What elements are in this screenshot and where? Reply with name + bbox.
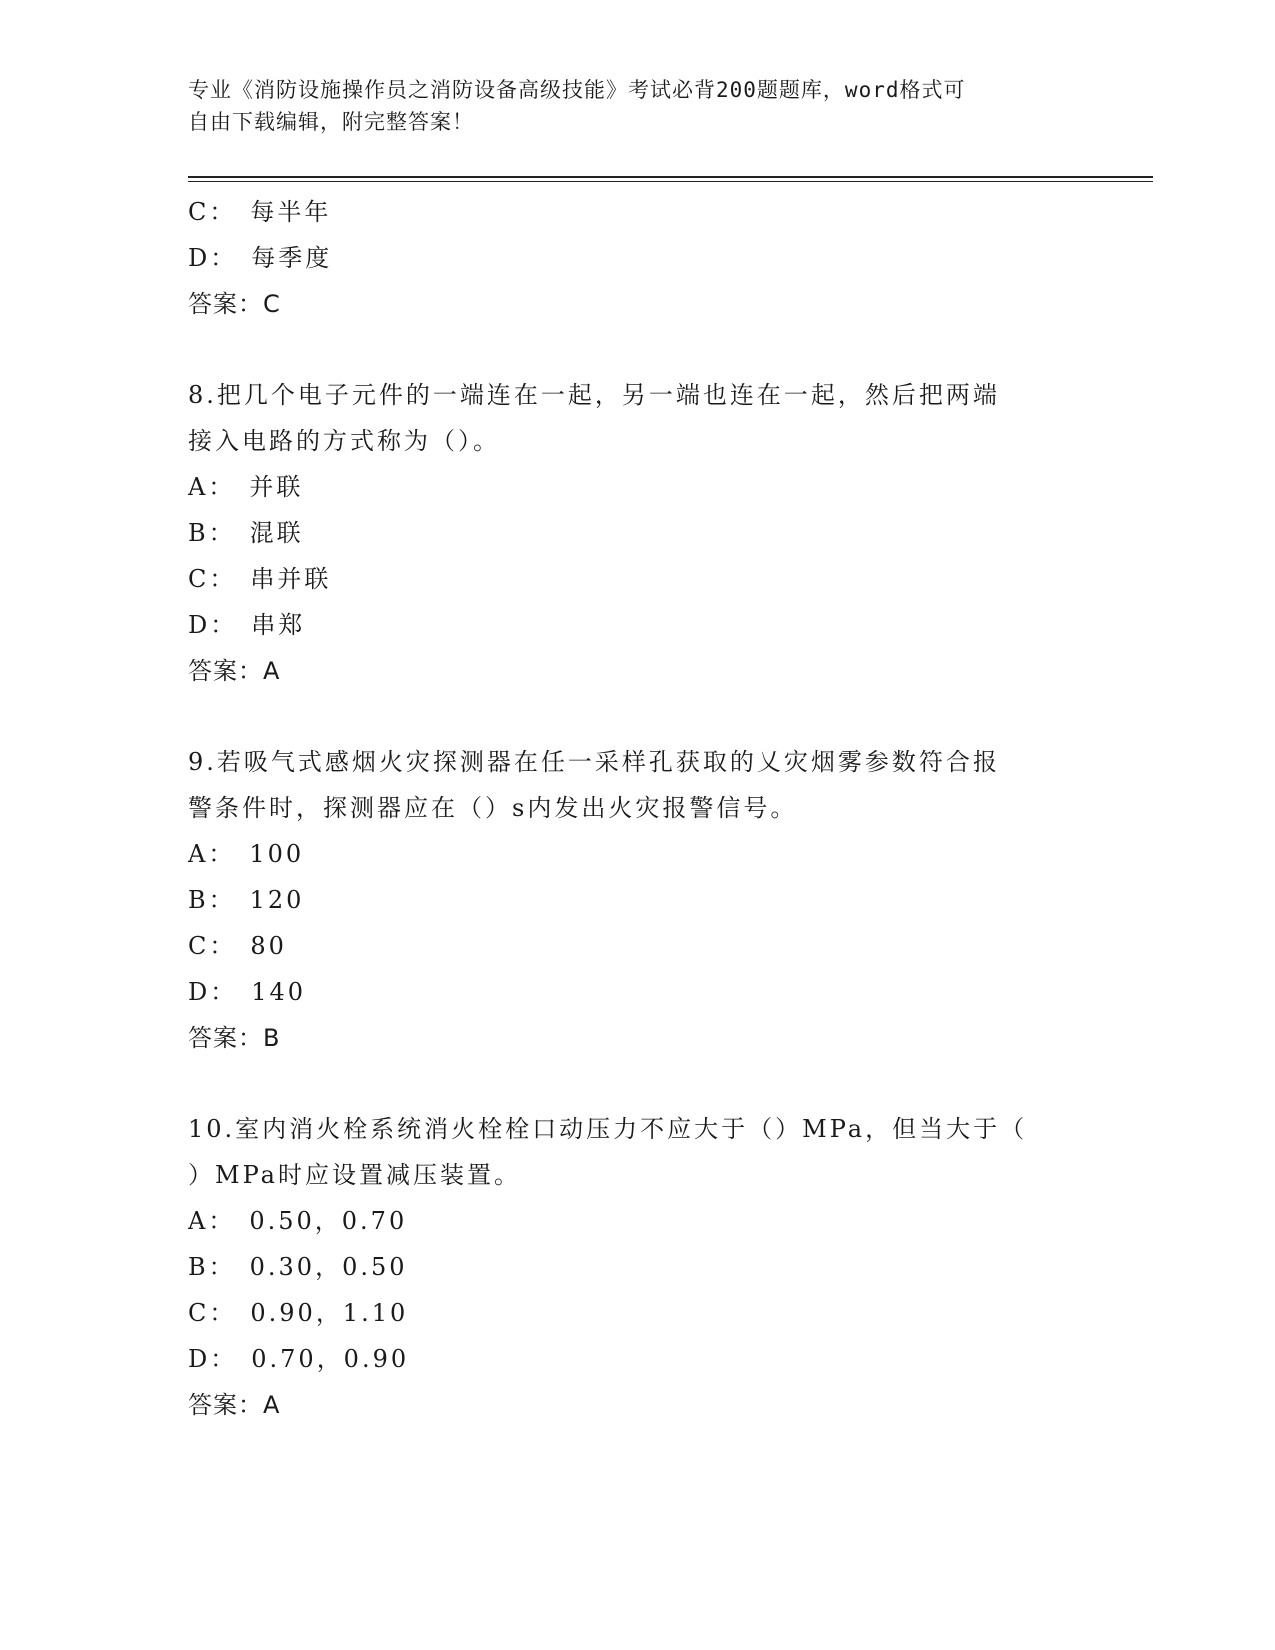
question-9 — [188, 739, 1088, 1061]
option-c — [188, 923, 1088, 969]
option-a — [188, 1198, 1088, 1244]
option-key: B： — [188, 519, 236, 547]
option-b — [188, 877, 1088, 923]
header-line-1: 专业《消防设施操作员之消防设备高级技能》考试必背200题题库，word格式可 — [188, 78, 966, 102]
option-text: 100 — [249, 840, 305, 868]
header-line-2: 自由下载编辑，附完整答案！ — [188, 110, 474, 134]
option-c — [188, 189, 1088, 235]
option-text: 80 — [250, 932, 287, 960]
question-text-line-2: 接入电路的方式称为（）。 — [188, 427, 500, 455]
answer-line: 答案：B — [188, 1024, 281, 1052]
option-text: 混联 — [249, 519, 304, 547]
option-text: 120 — [249, 886, 305, 914]
option-text: 0.50，0.70 — [249, 1207, 408, 1235]
option-b — [188, 510, 1088, 556]
option-text: 0.70，0.90 — [251, 1345, 410, 1373]
option-d — [188, 602, 1088, 648]
question-text-line-1: 10.室内消火栓系统消火栓栓口动压力不应大于（）MPa，但当大于（ — [188, 1115, 1028, 1143]
page-header — [188, 74, 1068, 138]
option-key: A： — [188, 473, 236, 501]
option-a — [188, 831, 1088, 877]
option-c — [188, 556, 1088, 602]
option-c — [188, 1290, 1088, 1336]
question-text — [188, 739, 1068, 831]
question-text-line-1: 8.把几个电子元件的一端连在一起，另一端也连在一起，然后把两端 — [188, 381, 1000, 409]
option-d — [188, 235, 1088, 281]
question-text-line-2: 警条件时，探测器应在（）s内发出火灾报警信号。 — [188, 794, 798, 822]
question-text — [188, 1106, 1068, 1198]
option-key: C： — [188, 565, 237, 593]
option-text: 0.30，0.50 — [249, 1253, 408, 1281]
option-key: D： — [188, 978, 238, 1006]
option-key: D： — [188, 1345, 238, 1373]
question-text-line-2: ）MPa时应设置减压装置。 — [188, 1161, 521, 1189]
option-d — [188, 969, 1088, 1015]
option-text: 0.90，1.10 — [250, 1299, 409, 1327]
option-key: A： — [188, 1207, 236, 1235]
option-key: D： — [188, 611, 238, 639]
answer-line: 答案：A — [188, 657, 281, 685]
question-7-continued — [188, 189, 1088, 327]
option-text: 每半年 — [250, 198, 332, 226]
question-text-line-1: 9.若吸气式感烟火灾探测器在任一采样孔获取的乂灾烟雾参数符合报 — [188, 748, 1000, 776]
option-d — [188, 1336, 1088, 1382]
header-divider-thick — [188, 176, 1153, 178]
question-8 — [188, 372, 1088, 694]
question-list — [188, 189, 1088, 1428]
option-a — [188, 464, 1088, 510]
option-text: 串郑 — [251, 611, 306, 639]
option-text: 串并联 — [250, 565, 332, 593]
question-10 — [188, 1106, 1088, 1428]
answer-line: 答案：A — [188, 1391, 281, 1419]
option-text: 140 — [251, 978, 307, 1006]
option-key: B： — [188, 886, 236, 914]
option-text: 每季度 — [251, 244, 333, 272]
question-text — [188, 372, 1068, 464]
option-b — [188, 1244, 1088, 1290]
option-key: B： — [188, 1253, 236, 1281]
header-divider-thin — [188, 181, 1153, 182]
option-key: A： — [188, 840, 236, 868]
option-key: C： — [188, 932, 237, 960]
option-key: C： — [188, 1299, 237, 1327]
option-key: C： — [188, 198, 237, 226]
option-text: 并联 — [249, 473, 304, 501]
option-key: D： — [188, 244, 238, 272]
answer-line: 答案：C — [188, 290, 281, 318]
